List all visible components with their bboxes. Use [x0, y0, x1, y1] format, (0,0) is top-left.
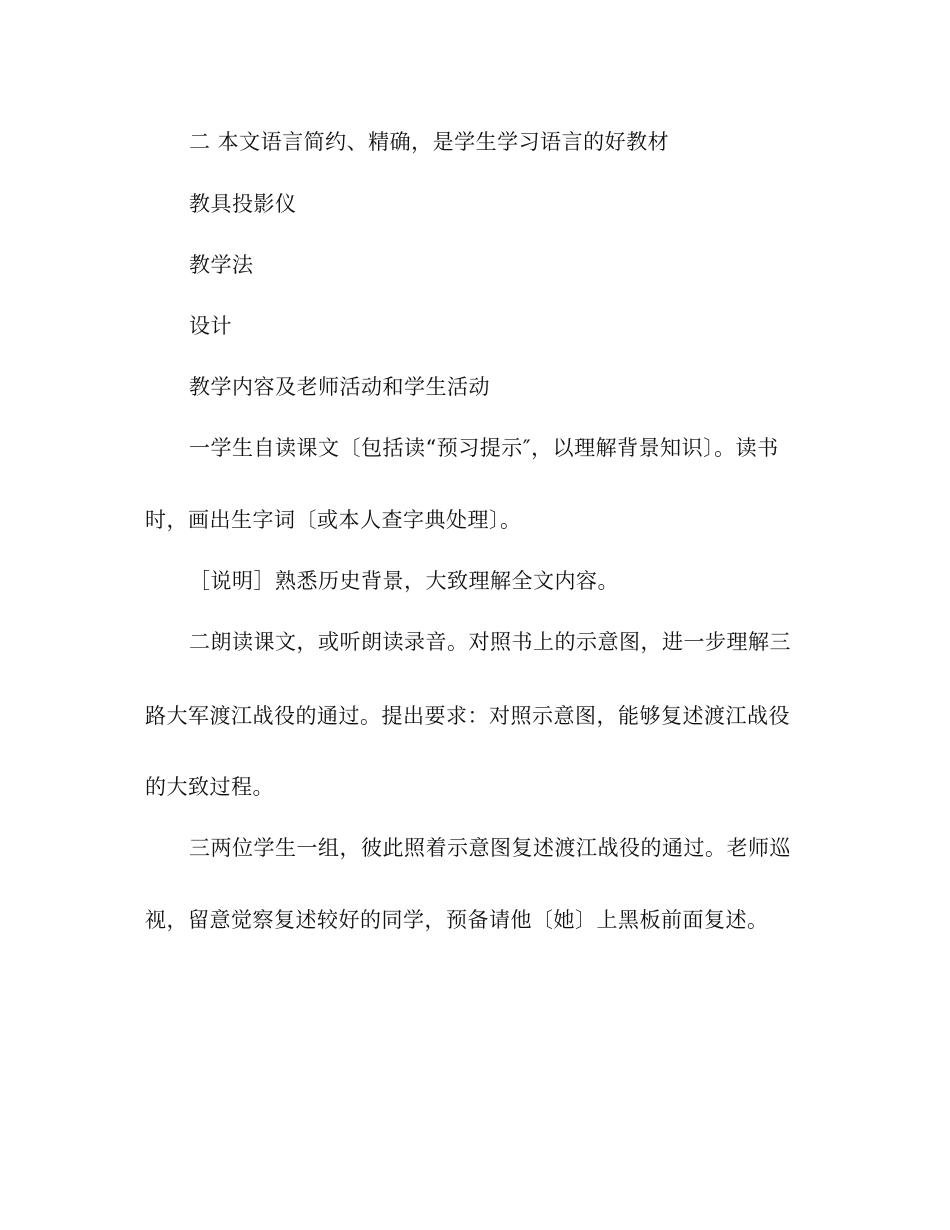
design-line: 设计: [189, 314, 232, 338]
heading-teaching-material: 二 本文语言简约、精确，是学生学习语言的好教材: [189, 130, 670, 154]
step-three-line-2: 视，留意觉察复述较好的同学，预备请他〔她〕上黑板前面复述。: [145, 908, 769, 932]
teaching-aids-line: 教具投影仪: [189, 192, 297, 216]
note-line: ［说明］熟悉历史背景，大致理解全文内容。: [189, 569, 619, 593]
step-three-line-1: 三两位学生一组，彼此照着示意图复述渡江战役的通过。老师巡: [189, 836, 791, 860]
step-two-line-1: 二朗读课文，或听朗读录音。对照书上的示意图，进一步理解三: [189, 630, 791, 654]
content-activities-heading: 教学内容及老师活动和学生活动: [189, 375, 490, 399]
step-one-line-2: 时，画出生字词〔或本人查字典处理〕。: [145, 508, 522, 532]
step-one-line-1: 一学生自读课文〔包括读“预习提示″，以理解背景知识〕。读书: [189, 436, 779, 460]
step-two-line-3: 的大致过程。: [145, 775, 274, 799]
teaching-method-line: 教学法: [189, 253, 254, 277]
step-two-line-2: 路大军渡江战役的通过。提出要求：对照示意图，能够复述渡江战役: [145, 704, 790, 728]
